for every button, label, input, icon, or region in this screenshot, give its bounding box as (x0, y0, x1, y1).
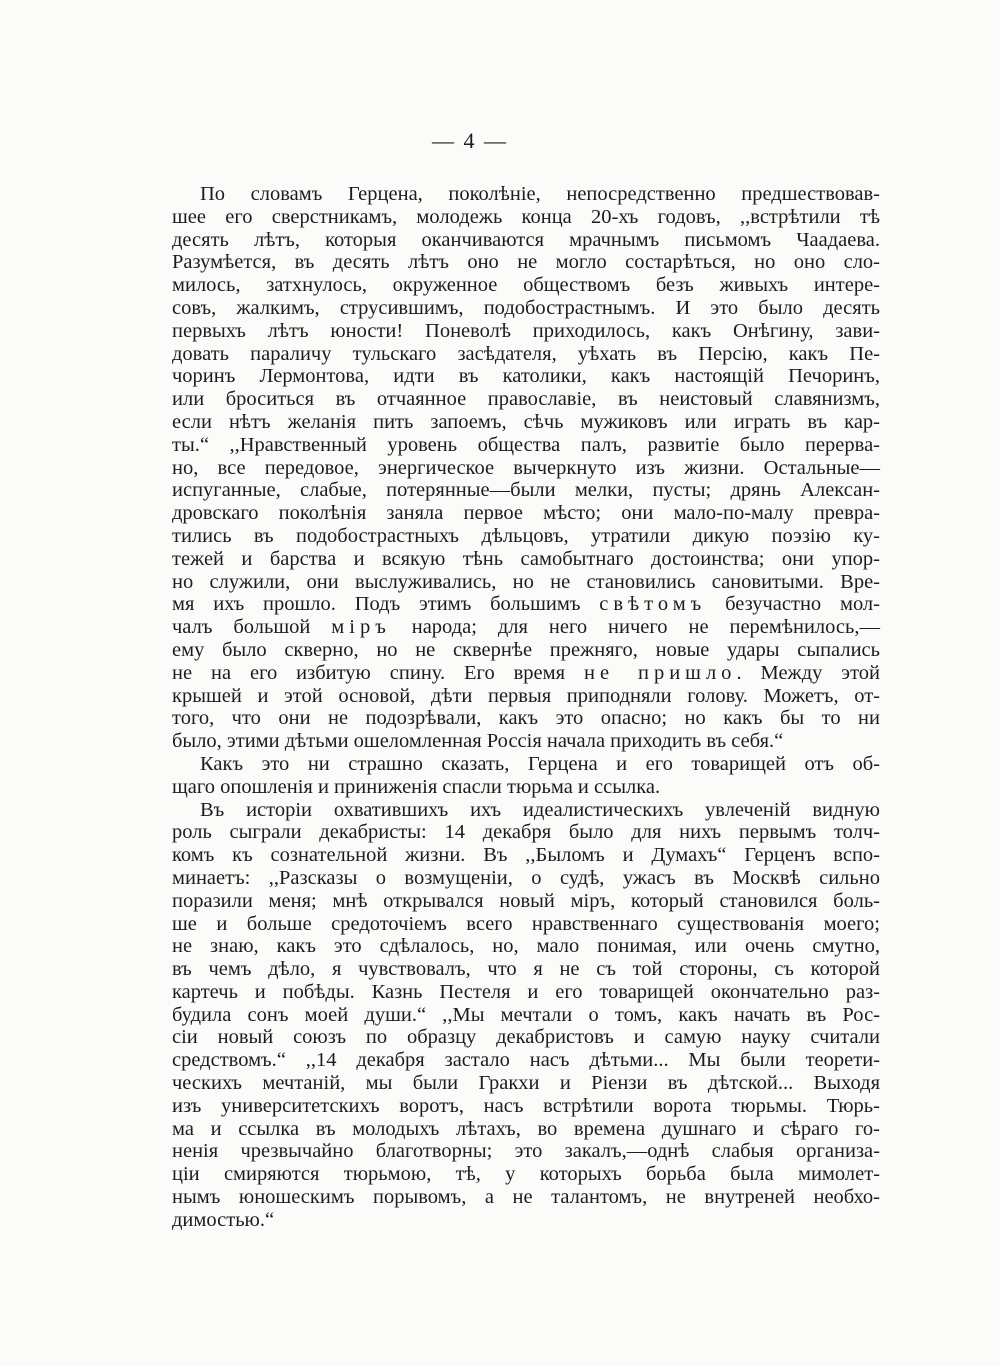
text-line (172, 707, 880, 730)
text-segment: нымъ юношескимъ порывомъ, а не талантомъ, не внутреней необхо- (172, 1186, 880, 1209)
text-segment: или броситься въ отчаянное православіе, въ неистовый славянизмъ, (172, 388, 880, 411)
text-line (172, 1118, 880, 1141)
text-line (172, 297, 880, 320)
text-segment: испуганные, слабые, потерянные—были мелки, пусты; дрянь Алексан- (172, 479, 880, 502)
text-segment: чоринъ Лермонтова, идти въ католики, какъ настоящій Печоринъ, (172, 365, 880, 388)
text-segment: крышей и этой основой, дѣти первыя приподняли голову. Можетъ, от- (172, 684, 880, 707)
text-segment: первыхъ лѣтъ юности! Поневолѣ приходилось, какъ Онѣгину, зави- (172, 319, 880, 342)
text-segment: ціи смиряются тюрьмою, тѣ, у которыхъ борьба была мимолет- (172, 1163, 880, 1186)
text-segment: безучастно мол- (706, 593, 880, 616)
text-segment: ческихъ мечтаній, мы были Гракхи и Ріензи въ дѣтской... Выходя (172, 1072, 880, 1095)
text-segment: ненія чрезвычайно благотворны; это закалъ,—однѣ слабыя организа- (172, 1140, 880, 1163)
text-segment: ма и ссылка въ молодыхъ лѣтахъ, во времена душнаго и сѣраго го- (172, 1117, 880, 1140)
text-line (172, 913, 880, 936)
text-segment: не на его избитую спину. Его время (172, 661, 584, 684)
text-line (172, 320, 880, 343)
text-line (172, 571, 880, 594)
text-segment: роль сыграли декабристы: 14 декабря было для нихъ первымъ толч- (172, 821, 880, 844)
text-segment: Въ исторіи охватившихъ ихъ идеалистическихъ увлеченій видную (200, 798, 880, 821)
text-segment: комъ къ сознательной жизни. Въ ,,Быломъ и Думахъ“ Герценъ вспо- (172, 844, 880, 867)
text-line (172, 548, 880, 571)
spaced-emphasis: не пришло (583, 661, 737, 684)
text-segment: въ чемъ дѣло, я чувствовалъ, что я не съ той стороны, съ которой (172, 958, 880, 981)
text-line (172, 1140, 880, 1163)
text-line (172, 525, 880, 548)
text-segment: но служили, они выслуживались, но не становились сановитыми. Вре- (172, 570, 880, 593)
text-segment: Разумѣется, въ десять лѣтъ оно не могло состарѣться, но оно сло- (172, 251, 880, 274)
text-line (172, 1049, 880, 1072)
text-line (172, 753, 880, 776)
text-segment: ше и больше средоточіемъ всего нравственнаго существованія моего; (172, 912, 880, 935)
text-line (172, 365, 880, 388)
text-line (172, 593, 880, 616)
text-line (172, 1026, 880, 1049)
text-line (172, 639, 880, 662)
text-segment: минаетъ: ,,Разсказы о возмущеніи, о судѣ, ужасъ въ Москвѣ сильно (172, 866, 880, 889)
text-line (172, 1072, 880, 1095)
text-line (172, 479, 880, 502)
text-line (172, 1209, 880, 1232)
text-segment: было, этими дѣтьми ошеломленная Россія начала приходить въ себя.“ (172, 730, 784, 753)
text-segment: дровскаго поколѣнія заняла первое мѣсто; они мало-по-малу превра- (172, 502, 880, 525)
text-line (172, 776, 880, 799)
text-line (172, 274, 880, 297)
text-segment: не знаю, какъ это сдѣлалось, но, мало понимая, или очень смутно, (172, 935, 880, 958)
text-segment: тежей и барства и всякую тѣнь самобытнаго достоинства; они упор- (172, 547, 880, 570)
spaced-emphasis: свѣтомъ (599, 593, 707, 616)
text-segment: шее его сверстникамъ, молодежь конца 20-хъ годовъ, ,,встрѣтили тѣ (172, 205, 880, 228)
text-segment: довать параличу тульскаго засѣдателя, уѣхать въ Персію, какъ Пе- (172, 342, 880, 365)
text-segment: димостью.“ (172, 1208, 275, 1231)
text-line (172, 206, 880, 229)
text-line (172, 457, 880, 480)
text-segment: сіи новый союзъ по образцу декабристовъ и самую науку считали (172, 1026, 880, 1049)
text-segment: того, что они не подозрѣвали, какъ это опасно; но какъ бы то ни (172, 707, 880, 730)
text-line (172, 1186, 880, 1209)
text-segment: Какъ это ни страшно сказать, Герцена и его товарищей отъ об- (200, 752, 880, 775)
text-line (172, 411, 880, 434)
text-segment: но, все передовое, энергическое вычеркнуто изъ жизни. Остальные— (172, 456, 880, 479)
text-segment: тились въ подобострастныхъ дѣльцовъ, утратили дикую поэзію ку- (172, 524, 880, 547)
text-segment: милось, затхнулось, окруженное обществомъ безъ живыхъ интере- (172, 274, 880, 297)
spaced-emphasis: міръ (331, 616, 391, 639)
text-line (172, 821, 880, 844)
text-segment: По словамъ Герцена, поколѣніе, непосредственно предшествовав- (200, 183, 880, 205)
text-line (172, 981, 880, 1004)
text-line (172, 616, 880, 639)
text-line (172, 867, 880, 890)
text-segment: чалъ большой (172, 616, 332, 639)
text-line (172, 502, 880, 525)
text-segment: мя ихъ прошло. Подъ этимъ большимъ (172, 593, 600, 616)
text-line (172, 229, 880, 252)
text-line (172, 343, 880, 366)
text-segment: народа; для него ничего не перемѣнилось,— (390, 616, 880, 639)
page-number: — 4 — (432, 128, 508, 153)
text-segment: десять лѣтъ, которыя оканчиваются мрачнымъ письмомъ Чаадаева. (172, 228, 880, 251)
text-segment: средствомъ.“ ,,14 декабря застало насъ дѣтьми... Мы были теорети- (172, 1049, 880, 1072)
text-segment: будила сонъ моей души.“ ,,Мы мечтали о томъ, какъ начать въ Рос- (172, 1003, 880, 1026)
text-segment: изъ университетскихъ воротъ, насъ встрѣтили ворота тюрьмы. Тюрь- (172, 1094, 880, 1117)
text-segment: если нѣтъ желанія пить запоемъ, сѣчь мужиковъ или играть въ кар- (172, 410, 880, 433)
text-line (172, 251, 880, 274)
text-line (172, 844, 880, 867)
text-line (172, 388, 880, 411)
text-line (172, 730, 880, 753)
text-segment: . Между этой (736, 661, 881, 684)
text-line (172, 799, 880, 822)
text-line (172, 434, 880, 457)
text-segment: ему было скверно, но не сквернѣе прежняго, новые удары сыпались (172, 638, 880, 661)
text-line (172, 662, 880, 685)
text-line (172, 935, 880, 958)
text-segment: совъ, жалкимъ, струсившимъ, подобострастнымъ. И это было десять (172, 296, 880, 319)
text-line (172, 958, 880, 981)
text-line (172, 183, 880, 206)
text-segment: щаго опошленія и приниженія спасли тюрьма и ссылка. (172, 775, 661, 798)
body-text (172, 183, 880, 1232)
text-line (172, 1163, 880, 1186)
text-line (172, 685, 880, 708)
text-line (172, 890, 880, 913)
text-segment: картечь и побѣды. Казнь Пестеля и его товарищей окончательно раз- (172, 980, 880, 1003)
text-line (172, 1004, 880, 1027)
text-segment: поразили меня; мнѣ открывался новый міръ, который становился боль- (172, 889, 880, 912)
text-segment: ты.“ ,,Нравственный уровень общества палъ, развитіе было перерва- (172, 433, 880, 456)
text-line (172, 1095, 880, 1118)
